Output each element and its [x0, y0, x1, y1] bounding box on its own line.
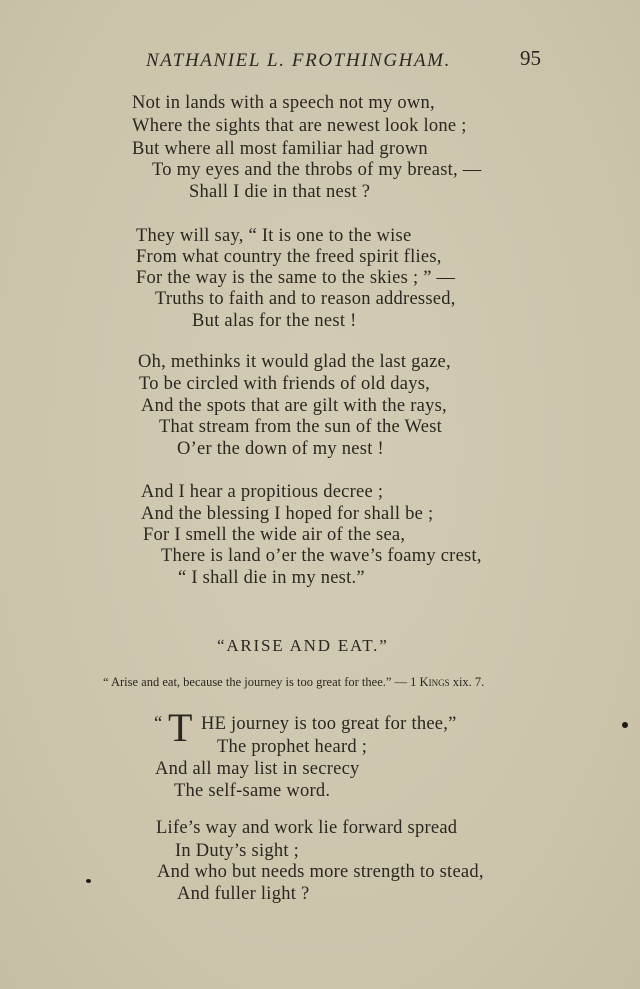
poem-line: And all may list in secrecy: [155, 759, 360, 779]
poem-line: And fuller light ?: [177, 884, 310, 904]
poem-line: There is land o’er the wave’s foamy crest,: [161, 546, 482, 566]
poem-line: Oh, methinks it would glad the last gaze,: [138, 352, 451, 372]
page-number: 95: [520, 46, 541, 70]
poem-line: Truths to faith and to reason addressed,: [155, 289, 456, 309]
poem-line: Shall I die in that nest ?: [189, 182, 371, 202]
poem-line: And the blessing I hoped for shall be ;: [141, 504, 434, 524]
poem-line: The prophet heard ;: [217, 737, 368, 757]
poem-line: And I hear a propitious decree ;: [141, 482, 384, 502]
poem-line: Where the sights that are newest look lone ;: [132, 116, 467, 136]
poem-line: “ I shall die in my nest.”: [178, 568, 365, 588]
poem-line: Life’s way and work lie forward spread: [156, 818, 458, 838]
poem-line: They will say, “ It is one to the wise: [136, 226, 412, 246]
epigraph-ref-book: Kings: [419, 675, 450, 689]
poem-line: The self-same word.: [174, 781, 331, 801]
poem-line: For I smell the wide air of the sea,: [143, 525, 406, 545]
opening-quote: “: [154, 714, 163, 734]
poem-line: HE journey is too great for thee,”: [201, 714, 457, 734]
epigraph-ref-rest: xix. 7.: [449, 675, 485, 689]
epigraph-ref-number: 1: [410, 675, 420, 689]
poem-line: But alas for the nest !: [192, 311, 357, 331]
epigraph-quote: “ Arise and eat, because the journey is too great for thee.” —: [103, 675, 411, 689]
poem-line: And who but needs more strength to stead,: [157, 862, 484, 882]
poem-line: That stream from the sun of the West: [159, 417, 443, 437]
poem-title: “ARISE AND EAT.”: [217, 636, 389, 655]
poem-line: To be circled with friends of old days,: [139, 374, 431, 394]
drop-cap: T: [168, 705, 193, 750]
ink-speck: [86, 879, 91, 883]
poem-line: For the way is the same to the skies ; ” —: [136, 268, 456, 288]
poem-line: In Duty’s sight ;: [175, 841, 299, 861]
poem-line: To my eyes and the throbs of my breast, —: [152, 160, 482, 180]
poem-line: But where all most familiar had grown: [132, 139, 428, 159]
poem-line: From what country the freed spirit flies,: [136, 247, 442, 267]
ink-speck: [622, 722, 628, 728]
running-title: NATHANIEL L. FROTHINGHAM.: [146, 50, 451, 71]
poem-line: Not in lands with a speech not my own,: [132, 93, 435, 113]
epigraph: [103, 675, 484, 690]
poem-line: O’er the down of my nest !: [177, 439, 384, 459]
poem-line: And the spots that are gilt with the rays,: [141, 396, 447, 416]
